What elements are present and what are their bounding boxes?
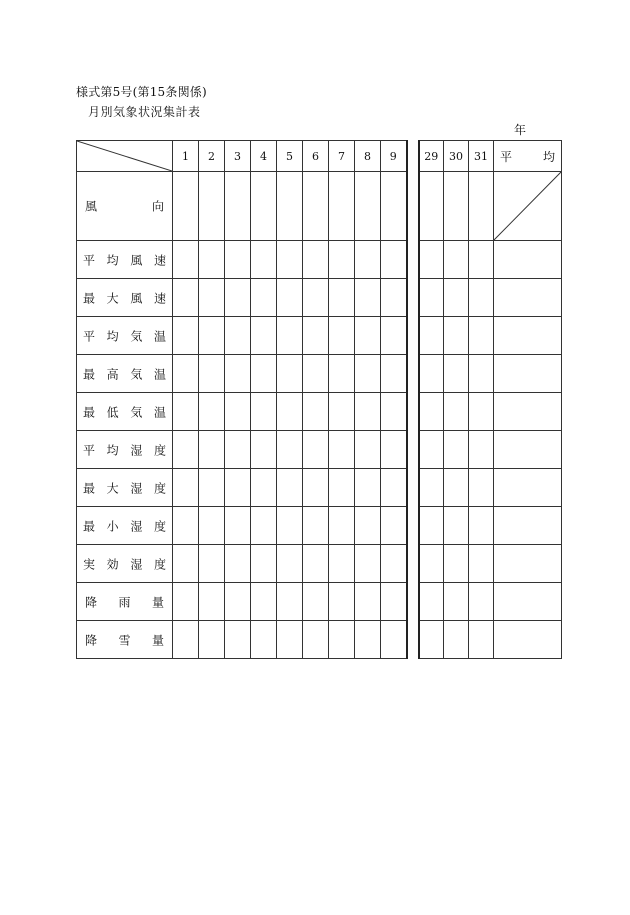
- label-char: 向: [151, 199, 164, 214]
- data-cell[interactable]: [355, 431, 381, 469]
- data-cell[interactable]: [469, 431, 494, 469]
- data-cell[interactable]: [419, 172, 444, 241]
- data-cell[interactable]: [303, 241, 329, 279]
- data-cell[interactable]: [199, 507, 225, 545]
- data-cell[interactable]: [251, 279, 277, 317]
- data-cell[interactable]: [419, 621, 444, 659]
- data-cell[interactable]: [225, 317, 251, 355]
- day-header-4: 4: [251, 141, 277, 172]
- label-char: 平: [500, 149, 513, 164]
- column-gap: [407, 545, 419, 583]
- data-cell[interactable]: [173, 469, 199, 507]
- table-row: [77, 393, 562, 431]
- data-cell[interactable]: [444, 469, 469, 507]
- data-cell[interactable]: [381, 507, 407, 545]
- average-header-text: [494, 148, 561, 165]
- data-cell[interactable]: [469, 393, 494, 431]
- label-char: 速: [153, 253, 166, 267]
- row-label: [77, 469, 173, 507]
- average-cell[interactable]: [494, 355, 562, 393]
- average-header: [494, 141, 562, 172]
- data-cell[interactable]: [277, 507, 303, 545]
- data-cell[interactable]: [444, 507, 469, 545]
- row-label-text: [83, 365, 166, 382]
- row-label-text: [83, 403, 166, 420]
- data-cell[interactable]: [303, 317, 329, 355]
- label-char: 気: [130, 405, 143, 419]
- data-cell[interactable]: [355, 317, 381, 355]
- column-gap: [407, 172, 419, 241]
- data-cell[interactable]: [225, 172, 251, 241]
- day-header-9: 9: [381, 141, 407, 172]
- data-cell[interactable]: [277, 469, 303, 507]
- table-row: [77, 507, 562, 545]
- label-char: 均: [542, 149, 555, 164]
- data-cell[interactable]: [381, 172, 407, 241]
- label-char: 平: [83, 253, 96, 267]
- data-cell[interactable]: [329, 172, 355, 241]
- data-cell[interactable]: [444, 431, 469, 469]
- data-cell[interactable]: [419, 469, 444, 507]
- data-cell[interactable]: [225, 621, 251, 659]
- row-label-text: [85, 593, 164, 610]
- column-gap: [407, 241, 419, 279]
- data-cell[interactable]: [329, 431, 355, 469]
- column-gap: [407, 507, 419, 545]
- data-cell[interactable]: [173, 507, 199, 545]
- column-gap: [407, 355, 419, 393]
- label-char: 大: [106, 291, 119, 305]
- data-cell[interactable]: [469, 621, 494, 659]
- data-cell[interactable]: [303, 545, 329, 583]
- row-label-text: [85, 198, 164, 215]
- day-header-5: 5: [277, 141, 303, 172]
- row-label-text: [83, 479, 166, 496]
- data-cell[interactable]: [303, 469, 329, 507]
- data-cell[interactable]: [173, 172, 199, 241]
- label-char: 風: [130, 253, 143, 267]
- data-cell[interactable]: [444, 545, 469, 583]
- label-char: 最: [83, 481, 96, 495]
- data-cell[interactable]: [251, 621, 277, 659]
- average-cell-crossed: [494, 172, 562, 241]
- data-cell[interactable]: [355, 393, 381, 431]
- data-cell[interactable]: [303, 355, 329, 393]
- data-cell[interactable]: [329, 355, 355, 393]
- label-char: 速: [153, 291, 166, 305]
- data-cell[interactable]: [225, 279, 251, 317]
- label-char: 効: [106, 557, 119, 571]
- data-cell[interactable]: [303, 621, 329, 659]
- label-char: 最: [83, 519, 96, 533]
- row-label-text: [83, 289, 166, 306]
- day-header-30: 30: [444, 141, 469, 172]
- corner-cell: [77, 141, 173, 172]
- column-gap: [407, 431, 419, 469]
- table-row: [77, 583, 562, 621]
- data-cell[interactable]: [277, 545, 303, 583]
- day-header-29: 29: [419, 141, 444, 172]
- average-cell[interactable]: [494, 279, 562, 317]
- row-label: [77, 355, 173, 393]
- label-char: 大: [106, 481, 119, 495]
- label-char: 雪: [118, 633, 131, 647]
- data-cell[interactable]: [381, 621, 407, 659]
- day-header-1: 1: [173, 141, 199, 172]
- data-cell[interactable]: [355, 507, 381, 545]
- label-char: 量: [151, 595, 164, 609]
- table-row: [77, 317, 562, 355]
- data-cell[interactable]: [329, 279, 355, 317]
- data-cell[interactable]: [225, 583, 251, 621]
- data-cell[interactable]: [303, 583, 329, 621]
- data-cell[interactable]: [419, 279, 444, 317]
- row-label: [77, 241, 173, 279]
- column-gap: [407, 583, 419, 621]
- column-gap: [407, 317, 419, 355]
- data-cell[interactable]: [419, 545, 444, 583]
- data-cell[interactable]: [277, 583, 303, 621]
- data-cell[interactable]: [251, 545, 277, 583]
- data-cell[interactable]: [419, 393, 444, 431]
- data-cell[interactable]: [381, 469, 407, 507]
- table-row: [77, 621, 562, 659]
- data-cell[interactable]: [251, 507, 277, 545]
- label-char: 最: [83, 367, 96, 381]
- label-char: 降: [85, 633, 98, 647]
- day-header-6: 6: [303, 141, 329, 172]
- average-cell[interactable]: [494, 241, 562, 279]
- average-cell[interactable]: [494, 431, 562, 469]
- data-cell[interactable]: [277, 393, 303, 431]
- data-cell[interactable]: [444, 241, 469, 279]
- data-cell[interactable]: [199, 355, 225, 393]
- label-char: 湿: [130, 557, 143, 571]
- row-wind-direction: [77, 172, 562, 241]
- data-cell[interactable]: [444, 279, 469, 317]
- data-cell[interactable]: [381, 317, 407, 355]
- row-label-text: [83, 251, 166, 268]
- data-cell[interactable]: [419, 583, 444, 621]
- year-label: 年: [514, 123, 527, 137]
- data-cell[interactable]: [173, 545, 199, 583]
- data-cell[interactable]: [381, 431, 407, 469]
- label-char: 高: [106, 367, 119, 381]
- row-label: [77, 279, 173, 317]
- data-cell[interactable]: [225, 507, 251, 545]
- data-cell[interactable]: [173, 583, 199, 621]
- data-cell[interactable]: [381, 583, 407, 621]
- day-header-7: 7: [329, 141, 355, 172]
- data-cell[interactable]: [469, 317, 494, 355]
- label-char: 気: [130, 367, 143, 381]
- header-row: [77, 141, 562, 172]
- day-header-31: 31: [469, 141, 494, 172]
- label-char: 平: [83, 329, 96, 343]
- data-cell[interactable]: [355, 279, 381, 317]
- diagonal-line: [494, 172, 561, 240]
- data-cell[interactable]: [277, 431, 303, 469]
- data-cell[interactable]: [277, 241, 303, 279]
- row-label: [77, 431, 173, 469]
- label-char: 雨: [118, 595, 131, 609]
- data-cell[interactable]: [329, 545, 355, 583]
- label-char: 度: [153, 519, 166, 533]
- data-cell[interactable]: [251, 393, 277, 431]
- data-cell[interactable]: [355, 545, 381, 583]
- day-header-8: 8: [355, 141, 381, 172]
- label-char: 実: [83, 557, 96, 571]
- label-char: 風: [85, 199, 98, 214]
- data-cell[interactable]: [251, 355, 277, 393]
- data-cell[interactable]: [277, 279, 303, 317]
- row-label: [77, 393, 173, 431]
- data-cell[interactable]: [355, 355, 381, 393]
- table-row: [77, 241, 562, 279]
- data-cell[interactable]: [355, 583, 381, 621]
- data-cell[interactable]: [419, 431, 444, 469]
- row-label: [77, 317, 173, 355]
- label-char: 気: [130, 329, 143, 343]
- row-label: [77, 583, 173, 621]
- label-char: 均: [106, 443, 119, 457]
- diagonal-line: [77, 141, 172, 171]
- label-char: 最: [83, 405, 96, 419]
- data-cell[interactable]: [329, 507, 355, 545]
- label-char: 降: [85, 595, 98, 609]
- row-label: [77, 172, 173, 241]
- label-char: 最: [83, 291, 96, 305]
- data-cell[interactable]: [303, 279, 329, 317]
- data-cell[interactable]: [199, 241, 225, 279]
- label-char: 湿: [130, 519, 143, 533]
- data-cell[interactable]: [355, 172, 381, 241]
- data-cell[interactable]: [251, 469, 277, 507]
- label-char: 低: [106, 405, 119, 419]
- data-cell[interactable]: [444, 583, 469, 621]
- label-char: 均: [106, 329, 119, 343]
- data-cell[interactable]: [381, 241, 407, 279]
- row-label: [77, 621, 173, 659]
- data-cell[interactable]: [277, 355, 303, 393]
- data-cell[interactable]: [225, 545, 251, 583]
- column-gap: [407, 469, 419, 507]
- column-gap: [407, 279, 419, 317]
- table-row: [77, 469, 562, 507]
- average-cell[interactable]: [494, 317, 562, 355]
- data-cell[interactable]: [199, 621, 225, 659]
- data-cell[interactable]: [173, 279, 199, 317]
- data-cell[interactable]: [173, 355, 199, 393]
- data-cell[interactable]: [303, 431, 329, 469]
- row-label-text: [85, 631, 164, 648]
- data-cell[interactable]: [355, 621, 381, 659]
- data-cell[interactable]: [469, 279, 494, 317]
- data-cell[interactable]: [469, 241, 494, 279]
- data-cell[interactable]: [199, 172, 225, 241]
- average-cell[interactable]: [494, 469, 562, 507]
- average-cell[interactable]: [494, 393, 562, 431]
- data-cell[interactable]: [381, 545, 407, 583]
- average-cell[interactable]: [494, 583, 562, 621]
- table-row: [77, 279, 562, 317]
- data-cell[interactable]: [329, 241, 355, 279]
- average-cell[interactable]: [494, 507, 562, 545]
- data-cell[interactable]: [251, 583, 277, 621]
- data-cell[interactable]: [199, 431, 225, 469]
- data-cell[interactable]: [173, 241, 199, 279]
- data-cell[interactable]: [419, 241, 444, 279]
- label-char: 温: [153, 329, 166, 343]
- data-cell[interactable]: [225, 431, 251, 469]
- data-cell[interactable]: [251, 431, 277, 469]
- data-cell[interactable]: [469, 507, 494, 545]
- average-cell[interactable]: [494, 621, 562, 659]
- data-cell[interactable]: [277, 621, 303, 659]
- label-char: 度: [153, 443, 166, 457]
- data-cell[interactable]: [303, 172, 329, 241]
- data-cell[interactable]: [381, 279, 407, 317]
- data-cell[interactable]: [469, 583, 494, 621]
- data-cell[interactable]: [355, 241, 381, 279]
- label-char: 風: [130, 291, 143, 305]
- data-cell[interactable]: [199, 469, 225, 507]
- data-cell[interactable]: [199, 393, 225, 431]
- row-label-text: [83, 441, 166, 458]
- data-cell[interactable]: [329, 469, 355, 507]
- data-cell[interactable]: [173, 317, 199, 355]
- row-label: [77, 507, 173, 545]
- data-cell[interactable]: [277, 172, 303, 241]
- data-cell[interactable]: [225, 393, 251, 431]
- data-cell[interactable]: [173, 393, 199, 431]
- data-cell[interactable]: [199, 545, 225, 583]
- data-cell[interactable]: [444, 393, 469, 431]
- column-gap: [407, 393, 419, 431]
- row-label-text: [83, 327, 166, 344]
- label-char: 温: [153, 367, 166, 381]
- data-cell[interactable]: [303, 393, 329, 431]
- data-cell[interactable]: [469, 172, 494, 241]
- column-gap: [407, 141, 419, 172]
- row-label: [77, 545, 173, 583]
- form-title: 月別気象状況集計表: [88, 105, 201, 119]
- data-cell[interactable]: [251, 172, 277, 241]
- data-cell[interactable]: [444, 355, 469, 393]
- data-cell[interactable]: [225, 241, 251, 279]
- label-char: 温: [153, 405, 166, 419]
- day-header-3: 3: [225, 141, 251, 172]
- data-cell[interactable]: [469, 545, 494, 583]
- label-char: 湿: [130, 481, 143, 495]
- data-cell[interactable]: [444, 621, 469, 659]
- data-cell[interactable]: [173, 621, 199, 659]
- label-char: 度: [153, 557, 166, 571]
- label-char: 均: [106, 253, 119, 267]
- column-gap: [407, 621, 419, 659]
- data-cell[interactable]: [303, 507, 329, 545]
- data-cell[interactable]: [419, 355, 444, 393]
- data-cell[interactable]: [329, 621, 355, 659]
- data-cell[interactable]: [419, 317, 444, 355]
- weather-summary-table: [76, 140, 562, 659]
- label-char: 量: [151, 633, 164, 647]
- data-cell[interactable]: [444, 172, 469, 241]
- data-cell[interactable]: [199, 279, 225, 317]
- table-row: [77, 355, 562, 393]
- data-cell[interactable]: [225, 355, 251, 393]
- average-cell[interactable]: [494, 545, 562, 583]
- data-cell[interactable]: [444, 317, 469, 355]
- label-char: 小: [106, 519, 119, 533]
- data-cell[interactable]: [469, 469, 494, 507]
- data-cell[interactable]: [381, 393, 407, 431]
- table-row: [77, 431, 562, 469]
- data-cell[interactable]: [225, 469, 251, 507]
- label-char: 湿: [130, 443, 143, 457]
- data-cell[interactable]: [329, 317, 355, 355]
- data-cell[interactable]: [199, 583, 225, 621]
- form-reference: 様式第5号(第15条関係): [76, 85, 207, 99]
- label-char: 平: [83, 443, 96, 457]
- label-char: 度: [153, 481, 166, 495]
- data-cell[interactable]: [469, 355, 494, 393]
- data-cell[interactable]: [251, 317, 277, 355]
- table-row: [77, 545, 562, 583]
- row-label-text: [83, 517, 166, 534]
- row-label-text: [83, 555, 166, 572]
- data-cell[interactable]: [173, 431, 199, 469]
- data-cell[interactable]: [329, 583, 355, 621]
- day-header-2: 2: [199, 141, 225, 172]
- data-cell[interactable]: [329, 393, 355, 431]
- data-cell[interactable]: [199, 317, 225, 355]
- data-cell[interactable]: [419, 507, 444, 545]
- data-cell[interactable]: [381, 355, 407, 393]
- data-cell[interactable]: [277, 317, 303, 355]
- data-cell[interactable]: [355, 469, 381, 507]
- data-cell[interactable]: [251, 241, 277, 279]
